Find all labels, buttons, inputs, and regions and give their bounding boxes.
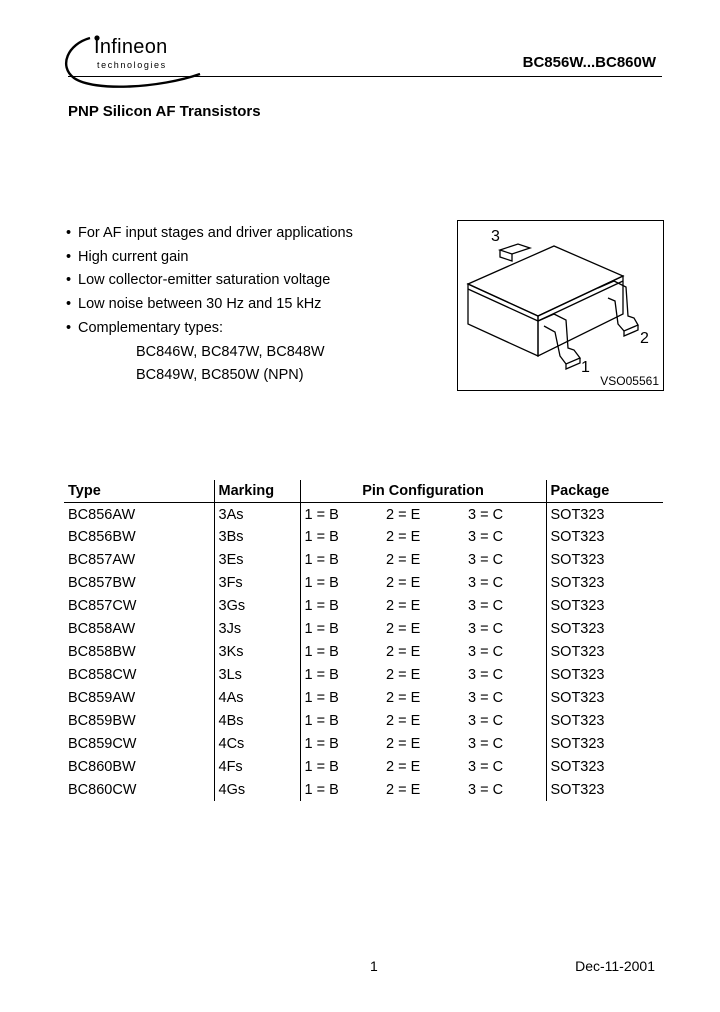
pin1-cell: 1 = B — [300, 732, 382, 755]
marking-cell: 3Js — [214, 617, 300, 640]
marking-cell: 3Ls — [214, 663, 300, 686]
pin2-cell: 2 = E — [386, 574, 421, 591]
pin1-cell: 1 = B — [300, 502, 382, 525]
pin1-cell: 1 = B — [300, 548, 382, 571]
feature-text: Complementary types: — [78, 319, 224, 336]
header-package: Package — [546, 480, 663, 502]
package-cell: SOT323 — [546, 502, 663, 525]
pin1-cell: 1 = B — [300, 686, 382, 709]
package-cell: SOT323 — [546, 594, 663, 617]
marking-cell: 4As — [214, 686, 300, 709]
package-cell: SOT323 — [546, 640, 663, 663]
header-type: Type — [64, 480, 214, 502]
table-row — [64, 686, 663, 709]
document-date: Dec-11-2001 — [575, 958, 655, 974]
document-title: BC856W...BC860W — [522, 54, 656, 71]
pin3-cell: 3 = C — [468, 528, 504, 545]
package-cell: SOT323 — [546, 686, 663, 709]
header-pin-configuration: Pin Configuration — [300, 480, 546, 502]
pin1-cell: 1 = B — [300, 617, 382, 640]
pin3-cell: 3 = C — [468, 781, 504, 798]
pin1-cell: 1 = B — [300, 663, 382, 686]
package-code: VSO05561 — [600, 374, 659, 388]
table-row — [64, 732, 663, 755]
feature-item: • Low noise between 30 Hz and 15 kHz — [66, 293, 353, 317]
type-cell: BC858CW — [68, 666, 137, 683]
pin2-cell: 2 = E — [386, 643, 421, 660]
marking-cell: 3Es — [214, 548, 300, 571]
pin2-cell: 2 = E — [386, 758, 421, 775]
feature-item: • High current gain — [66, 246, 353, 270]
type-cell: BC857BW — [68, 574, 136, 591]
parts-table — [64, 480, 663, 801]
package-cell: SOT323 — [546, 663, 663, 686]
pin3-cell: 3 = C — [468, 574, 504, 591]
package-cell: SOT323 — [546, 548, 663, 571]
feature-text: For AF input stages and driver applications — [78, 225, 353, 241]
marking-cell: 3As — [214, 502, 300, 525]
pin3-cell: 3 = C — [468, 597, 504, 614]
marking-cell: 3Fs — [214, 571, 300, 594]
pin1-cell: 1 = B — [300, 755, 382, 778]
package-cell: SOT323 — [546, 709, 663, 732]
type-cell: BC856AW — [68, 506, 136, 523]
feature-text: Low noise between 30 Hz and 15 kHz — [78, 296, 322, 313]
table-row — [64, 502, 663, 525]
pin2-cell: 2 = E — [386, 666, 421, 683]
header-divider — [68, 76, 662, 77]
header-marking: Marking — [214, 480, 300, 502]
type-cell: BC859BW — [68, 712, 136, 729]
pin3-cell: 3 = C — [468, 666, 504, 683]
pin2-cell: 2 = E — [386, 689, 421, 706]
table-row — [64, 778, 663, 801]
table-row — [64, 617, 663, 640]
marking-cell: 3Gs — [214, 594, 300, 617]
table-row — [64, 640, 663, 663]
type-cell: BC857AW — [68, 551, 136, 568]
table-row — [64, 571, 663, 594]
pin-1-label: 1 — [581, 359, 590, 376]
feature-item: • Low collector-emitter saturation voltage — [66, 269, 353, 293]
pin1-cell: 1 = B — [300, 709, 382, 732]
pin3-cell: 3 = C — [468, 506, 504, 523]
pin3-cell: 3 = C — [468, 689, 504, 706]
pin3-cell: 3 = C — [468, 712, 504, 729]
pin3-cell: 3 = C — [468, 620, 504, 637]
table-row — [64, 525, 663, 548]
table-row — [64, 709, 663, 732]
company-logo — [60, 32, 205, 92]
type-cell: BC857CW — [68, 597, 137, 614]
marking-cell: 4Bs — [214, 709, 300, 732]
pin2-cell: 2 = E — [386, 712, 421, 729]
pin2-cell: 2 = E — [386, 781, 421, 798]
marking-cell: 3Ks — [214, 640, 300, 663]
pin1-cell: 1 = B — [300, 571, 382, 594]
pin-3-label: 3 — [491, 228, 500, 245]
pin1-cell: 1 = B — [300, 640, 382, 663]
pin2-cell: 2 = E — [386, 506, 421, 523]
pin3-cell: 3 = C — [468, 758, 504, 775]
feature-list — [66, 222, 353, 388]
sot323-package-icon — [458, 221, 665, 392]
marking-cell: 4Cs — [214, 732, 300, 755]
pin3-cell: 3 = C — [468, 643, 504, 660]
package-figure — [457, 220, 664, 391]
logo-sub-text: technologies — [97, 60, 167, 70]
type-cell: BC858AW — [68, 620, 136, 637]
package-cell: SOT323 — [546, 732, 663, 755]
marking-cell: 3Bs — [214, 525, 300, 548]
package-cell: SOT323 — [546, 755, 663, 778]
pin2-cell: 2 = E — [386, 597, 421, 614]
complementary-line: BC849W, BC850W (NPN) — [136, 367, 304, 384]
pin1-cell: 1 = B — [300, 525, 382, 548]
type-cell: BC859CW — [68, 735, 137, 752]
table-row — [64, 594, 663, 617]
pin2-cell: 2 = E — [386, 551, 421, 568]
complementary-line: BC846W, BC847W, BC848W — [136, 343, 325, 360]
feature-item: • Complementary types: — [66, 317, 353, 341]
package-cell: SOT323 — [546, 525, 663, 548]
marking-cell: 4Fs — [214, 755, 300, 778]
marking-cell: 4Gs — [214, 778, 300, 801]
package-cell: SOT323 — [546, 617, 663, 640]
pin2-cell: 2 = E — [386, 735, 421, 752]
table-header-row — [64, 480, 663, 502]
package-cell: SOT323 — [546, 778, 663, 801]
pin-2-label: 2 — [640, 330, 649, 347]
feature-item: • For AF input stages and driver applications — [66, 222, 353, 246]
page-number: 1 — [370, 958, 378, 974]
type-cell: BC856BW — [68, 528, 136, 545]
pin1-cell: 1 = B — [300, 778, 382, 801]
table-row — [64, 755, 663, 778]
table-row — [64, 663, 663, 686]
feature-text: High current gain — [78, 248, 189, 265]
document-subtitle: PNP Silicon AF Transistors — [68, 103, 261, 120]
type-cell: BC860CW — [68, 781, 137, 798]
pin3-cell: 3 = C — [468, 551, 504, 568]
type-cell: BC860BW — [68, 758, 136, 775]
table-row — [64, 548, 663, 571]
pin3-cell: 3 = C — [468, 735, 504, 752]
logo-brand-text: Infineon — [94, 36, 168, 58]
feature-text: Low collector-emitter saturation voltage — [78, 272, 331, 289]
type-cell: BC859AW — [68, 689, 136, 706]
pin2-cell: 2 = E — [386, 620, 421, 637]
type-cell: BC858BW — [68, 643, 136, 660]
pin1-cell: 1 = B — [300, 594, 382, 617]
package-cell: SOT323 — [546, 571, 663, 594]
table-body — [64, 502, 663, 801]
pin2-cell: 2 = E — [386, 528, 421, 545]
